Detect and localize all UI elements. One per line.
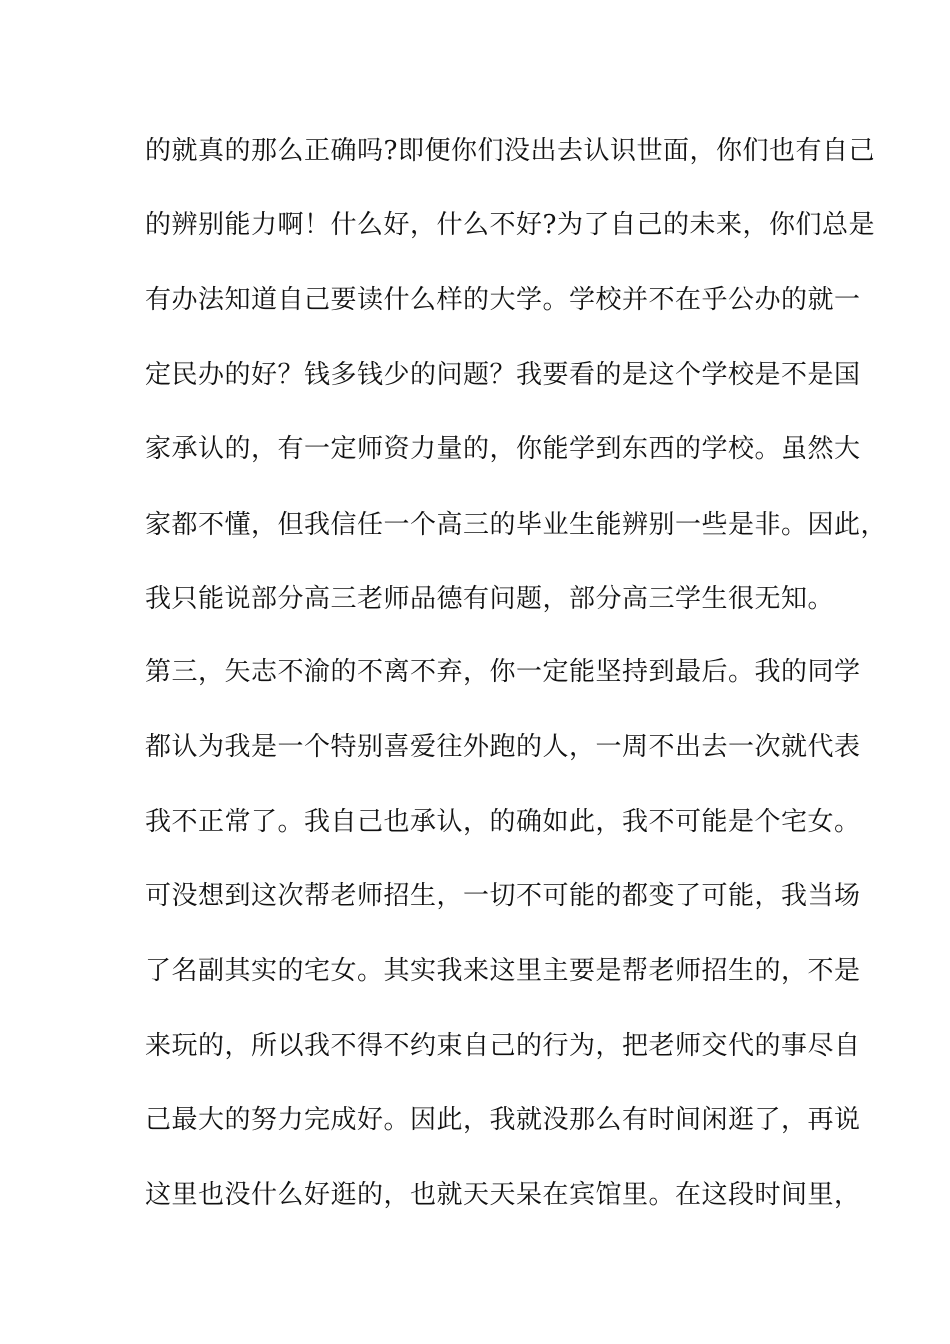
text-line: 我只能说部分高三老师品德有问题，部分高三学生很无知。 xyxy=(145,584,835,614)
text-line: 了名副其实的宅女。其实我来这里主要是帮老师招生的，不是 xyxy=(145,956,861,986)
text-line: 可没想到这次帮老师招生，一切不可能的都变了可能，我当场 xyxy=(145,881,861,911)
text-line: 我不正常了。我自己也承认，的确如此，我不可能是个宅女。 xyxy=(145,807,861,837)
text-line: 家都不懂，但我信任一个高三的毕业生能辨别一些是非。因此， xyxy=(145,510,888,540)
text-line: 有办法知道自己要读什么样的大学。学校并不在乎公办的就一 xyxy=(145,285,861,315)
text-line: 的辨别能力啊！什么好，什么不好?为了自己的未来，你们总是 xyxy=(145,210,875,240)
text-line: 来玩的，所以我不得不约束自己的行为，把老师交代的事尽自 xyxy=(145,1031,861,1061)
text-line: 的就真的那么正确吗?即便你们没出去认识世面，你们也有自己 xyxy=(145,136,875,166)
text-line: 己最大的努力完成好。因此，我就没那么有时间闲逛了，再说 xyxy=(145,1105,861,1135)
text-line: 第三，矢志不渝的不离不弃，你一定能坚持到最后。我的同学 xyxy=(145,657,861,687)
text-line: 家承认的，有一定师资力量的，你能学到东西的学校。虽然大 xyxy=(145,434,861,464)
text-line: 这里也没什么好逛的，也就天天呆在宾馆里。在这段时间里， xyxy=(145,1180,861,1210)
text-line: 定民办的好？钱多钱少的问题？我要看的是这个学校是不是国 xyxy=(145,360,861,390)
text-line: 都认为我是一个特别喜爱往外跑的人，一周不出去一次就代表 xyxy=(145,732,861,762)
